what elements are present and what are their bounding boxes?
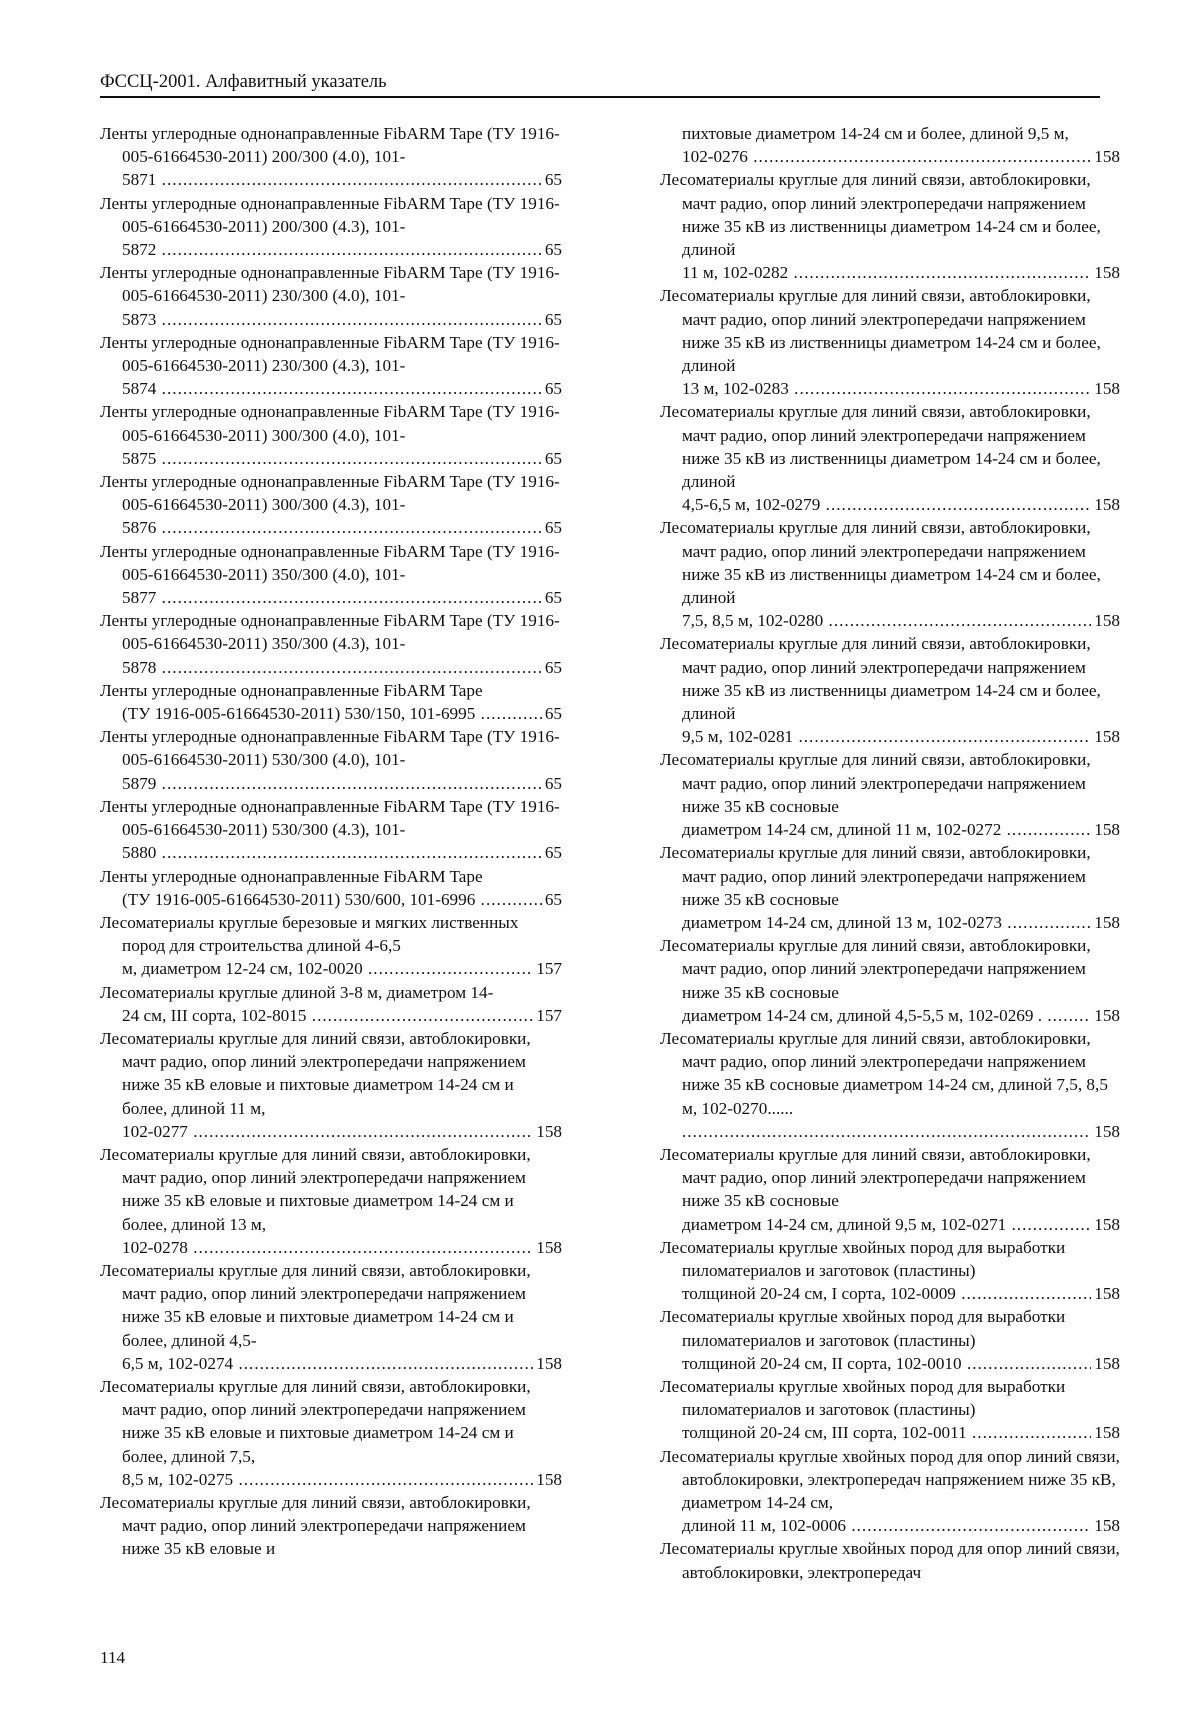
index-entry-page: 65 [542,888,562,911]
index-entry-text: Лесоматериалы круглые для линий связи, автоблокировки, мачт радио, опор линий электропередачи напряжением ниже 35 кВ из лиственницы диаметром 14-24 см и более, длиной [660,170,1101,260]
index-entry [660,632,1120,748]
index-entry [660,1143,1120,1236]
index-entry-page: 158 [1091,1213,1120,1236]
index-entry-code: толщиной 20-24 см, III сорта, 102-0011 [682,1423,967,1443]
index-entry-code: 102-0278 [122,1237,188,1257]
index-entry-page: 158 [1091,1421,1120,1444]
index-entry-text: Лесоматериалы круглые для линий связи, автоблокировки, мачт радио, опор линий электропередачи напряжением ниже 35 кВ еловые и [100,1492,531,1559]
index-entry-text: Лесоматериалы круглые хвойных пород для выработки пиломатериалов и заготовок (пластины) [660,1237,1066,1280]
index-entry-page: 158 [1091,145,1120,168]
index-entry-code: 5874 [122,379,157,399]
index-column-left [100,122,562,1561]
index-entry-page: 157 [533,957,562,980]
index-entry-code: 7,5, 8,5 м, 102-0280 [682,611,824,631]
index-entry [100,540,562,610]
index-entry-text: Лесоматериалы круглые хвойных пород для опор линий связи, автоблокировки, электропередач [660,1539,1120,1582]
index-entry [660,1236,1120,1306]
index-entry-code: 5876 [122,518,157,538]
index-entry-text: Лесоматериалы круглые для линий связи, автоблокировки, мачт радио, опор линий электропередачи напряжением ниже 35 кВ сосновые [660,936,1091,1002]
index-entry-code: 5877 [122,588,157,608]
index-entry-page: 158 [533,1120,562,1143]
index-entry-code: 102-0277 [122,1121,188,1141]
index-entry-code: 4,5-6,5 м, 102-0279 [682,495,821,515]
index-entry-page: 65 [542,516,562,539]
index-entry [660,1537,1120,1583]
index-entry-page: 158 [533,1236,562,1259]
index-entry-text: пихтовые диаметром 14-24 см и более, длиной 9,5 м, [682,124,1069,143]
index-entry-page: 65 [542,772,562,795]
index-entry-text: Лесоматериалы круглые для линий связи, автоблокировки, мачт радио, опор линий электропередачи напряжением ниже 35 кВ сосновые [660,1144,1091,1211]
index-entry [100,679,562,725]
index-entry [100,795,562,865]
index-entry-page: 158 [1091,725,1120,748]
index-entry [660,516,1120,632]
index-entry-text: Ленты углеродные однонаправленные FibARM Tape [100,866,483,886]
index-entry-code: диаметром 14-24 см, длиной 13 м, 102-0273 [682,912,1002,932]
index-entry-text: Ленты углеродные однонаправленные FibARM Tape (ТУ 1916-005-61664530-2011) 350/300 (4.3), 101- [100,611,560,654]
index-entry-text: Ленты углеродные однонаправленные FibARM Tape [100,680,483,700]
index-entry-code: 5878 [122,657,157,677]
index-entry-page: 158 [533,1352,562,1375]
index-entry-text: Лесоматериалы круглые для линий связи, автоблокировки, мачт радио, опор линий электропередачи напряжением ниже 35 кВ из лиственницы диаметром 14-24 см и более, длиной [660,518,1101,608]
index-entry [660,1445,1120,1538]
index-entry [100,192,562,262]
index-entry-page: 65 [542,447,562,470]
index-entry-text: Лесоматериалы круглые хвойных пород для выработки пиломатериалов и заготовок (пластины) [660,1376,1066,1420]
index-entry-text: Ленты углеродные однонаправленные FibARM Tape (ТУ 1916-005-61664530-2011) 200/300 (4.0), 101- [100,124,560,167]
index-entry [100,122,562,192]
index-entry-code: 5875 [122,448,157,468]
index-entry-text: Лесоматериалы круглые длиной 3-8 м, диаметром 14- [100,982,494,1002]
index-entry [100,1143,562,1259]
index-entry-text: Ленты углеродные однонаправленные FibARM Tape (ТУ 1916-005-61664530-2011) 530/300 (4.0), 101- [100,727,560,770]
index-entry-text: Лесоматериалы круглые для линий связи, автоблокировки, мачт радио, опор линий электропередачи напряжением ниже 35 кВ из лиственницы диаметром 14-24 см и более, длиной [660,402,1101,492]
index-entry-code: (ТУ 1916-005-61664530-2011) 530/600, 101-6996 [122,889,476,909]
index-entry-page: 65 [542,168,562,191]
index-entry-text: Ленты углеродные однонаправленные FibARM Tape (ТУ 1916-005-61664530-2011) 300/300 (4.3), 101- [100,472,560,515]
index-entry-page: 158 [1091,609,1120,632]
index-entry-text: Ленты углеродные однонаправленные FibARM Tape (ТУ 1916-005-61664530-2011) 230/300 (4.0), 101- [100,263,560,306]
index-entry-text: Лесоматериалы круглые хвойных пород для выработки пиломатериалов и заготовок (пластины) [660,1307,1066,1350]
index-entry [660,1027,1120,1143]
index-entry-code: 24 см, III сорта, 102-8015 [122,1005,307,1025]
index-entry-page: 158 [1091,818,1120,841]
index-entry-code: диаметром 14-24 см, длиной 9,5 м, 102-0271 [682,1214,1007,1234]
index-entry-text: Лесоматериалы круглые для линий связи, автоблокировки, мачт радио, опор линий электропередачи напряжением ниже 35 кВ еловые и пихтовые диаметром 14-24 см и более, длиной 4,5- [100,1260,531,1350]
index-entry-page: 65 [542,702,562,725]
index-entry [100,261,562,331]
index-entry [100,470,562,540]
index-entry-page: 157 [533,1004,562,1027]
index-entry [100,1259,562,1375]
index-entry-page: 158 [1091,377,1120,400]
index-entry-code: диаметром 14-24 см, длиной 4,5-5,5 м, 102-0269 . [682,1005,1043,1025]
index-entry-text: Лесоматериалы круглые для линий связи, автоблокировки, мачт радио, опор линий электропередачи напряжением ниже 35 кВ из лиственницы диаметром 14-24 см и более, длиной [660,634,1101,724]
index-entry-page: 65 [542,841,562,864]
index-entry [660,841,1120,934]
index-entry-text: Лесоматериалы круглые для линий связи, автоблокировки, мачт радио, опор линий электропередачи напряжением ниже 35 кВ еловые и пихтовые диаметром 14-24 см и более, длиной 13 м, [100,1144,531,1234]
index-entry-code: 5880 [122,843,157,863]
index-entry-text: Ленты углеродные однонаправленные FibARM Tape (ТУ 1916-005-61664530-2011) 230/300 (4.3), 101- [100,332,560,376]
index-entry-text: Лесоматериалы круглые для линий связи, автоблокировки, мачт радио, опор линий электропередачи напряжением ниже 35 кВ сосновые [660,843,1091,909]
index-entry-text: Лесоматериалы круглые для линий связи, автоблокировки, мачт радио, опор линий электропередачи напряжением ниже 35 кВ сосновые диаметром 14-24 см, длиной 7,5, 8,5 м, 102-0270...... [660,1028,1108,1118]
index-column-right [660,122,1120,1584]
index-entry-code: диаметром 14-24 см, длиной 11 м, 102-0272 [682,820,1002,840]
index-entry-page: 65 [542,586,562,609]
index-entry [660,400,1120,516]
index-entry-page: 158 [1091,1004,1120,1027]
index-entry-page: 158 [533,1468,562,1491]
index-entry-code: м, диаметром 12-24 см, 102-0020 [122,959,363,979]
index-entry-code: длиной 11 м, 102-0006 [682,1516,847,1536]
index-entry [660,1305,1120,1375]
index-entry [660,168,1120,284]
index-entry-text: Ленты углеродные однонаправленные FibARM Tape (ТУ 1916-005-61664530-2011) 300/300 (4.0), 101- [100,402,560,445]
index-entry-code: 5879 [122,773,157,793]
index-entry [100,609,562,679]
index-entry-code: 5872 [122,240,157,260]
index-entry [100,865,562,911]
index-entry-text: Ленты углеродные однонаправленные FibARM Tape (ТУ 1916-005-61664530-2011) 530/300 (4.3), 101- [100,796,560,840]
index-entry-code: толщиной 20-24 см, I сорта, 102-0009 [682,1284,956,1304]
index-entry [660,934,1120,1027]
index-entry-code: 5873 [122,309,157,329]
index-entry-page: 158 [1091,1514,1120,1537]
index-entry-page: 158 [1091,1282,1120,1305]
index-entry-text: Лесоматериалы круглые для линий связи, автоблокировки, мачт радио, опор линий электропередачи напряжением ниже 35 кВ сосновые [660,750,1091,816]
index-entry-page: 65 [542,656,562,679]
index-entry [100,725,562,795]
index-entry [100,400,562,470]
index-entry-code: 13 м, 102-0283 [682,379,789,399]
index-entry-page: 158 [1091,261,1120,284]
index-entry-text: Лесоматериалы круглые хвойных пород для опор линий связи, автоблокировки, электропередач напряжением ниже 35 кВ, диаметром 14-24 см, [660,1446,1120,1512]
index-entry-page: 65 [542,308,562,331]
running-header [100,70,1100,98]
index-entry [660,748,1120,841]
index-entry-text: Лесоматериалы круглые для линий связи, автоблокировки, мачт радио, опор линий электропередачи напряжением ниже 35 кВ еловые и пихтовые диаметром 14-24 см и более, длиной 11 м, [100,1028,531,1118]
index-entry-page: 158 [1091,911,1120,934]
index-entry-text: Лесоматериалы круглые для линий связи, автоблокировки, мачт радио, опор линий электропередачи напряжением ниже 35 кВ из лиственницы диаметром 14-24 см и более, длиной [660,286,1101,376]
index-entry-page: 65 [542,377,562,400]
index-entry-code: 102-0276 [682,147,748,167]
page-number: 114 [100,1648,126,1667]
index-entry-text: Лесоматериалы круглые березовые и мягких лиственных пород для строительства длиной 4-6,5 [100,912,519,956]
index-entry-code: 8,5 м, 102-0275 [122,1469,234,1489]
index-entry [660,1375,1120,1445]
index-entry-code: 6,5 м, 102-0274 [122,1353,234,1373]
index-entry [100,331,562,401]
running-header-title: ФССЦ-2001. Алфавитный указатель [100,72,387,92]
index-entry-page: 158 [1091,1120,1120,1143]
index-entry [100,981,562,1027]
index-entry [660,284,1120,400]
index-entry-code: (ТУ 1916-005-61664530-2011) 530/150, 101-6995 [122,704,476,724]
index-entry [100,1491,562,1561]
index-entry-text: Лесоматериалы круглые для линий связи, автоблокировки, мачт радио, опор линий электропередачи напряжением ниже 35 кВ еловые и пихтовые диаметром 14-24 см и более, длиной 7,5, [100,1376,531,1466]
index-entry-code: толщиной 20-24 см, II сорта, 102-0010 [682,1353,962,1373]
index-entry-code: 9,5 м, 102-0281 [682,727,794,747]
index-entry-code: 5871 [122,170,157,190]
index-entry-page: 158 [1091,493,1120,516]
index-entry-page: 65 [542,238,562,261]
index-entry-text: Ленты углеродные однонаправленные FibARM Tape (ТУ 1916-005-61664530-2011) 200/300 (4.3), 101- [100,193,560,236]
index-entry [100,911,562,981]
index-entry-code: 11 м, 102-0282 [682,263,789,283]
index-entry [100,1027,562,1143]
index-entry [100,1375,562,1491]
index-entry-page: 158 [1091,1352,1120,1375]
index-entry-text: Ленты углеродные однонаправленные FibARM Tape (ТУ 1916-005-61664530-2011) 350/300 (4.0), 101- [100,541,560,584]
index-entry [660,122,1120,168]
